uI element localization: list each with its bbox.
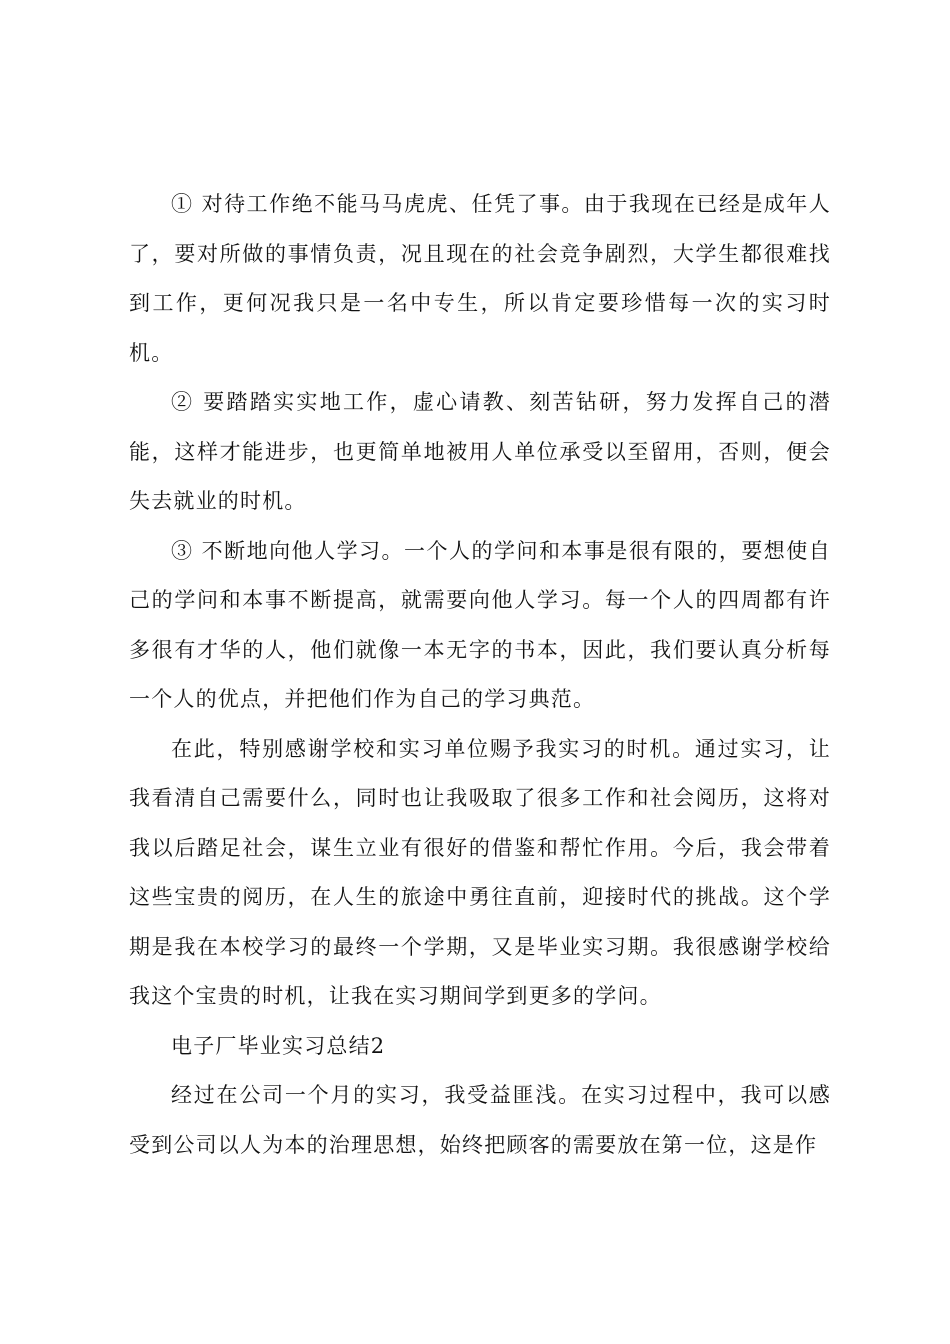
document-body — [129, 180, 831, 1170]
paragraph-section-2-intro: 经过在公司一个月的实习，我受益匪浅。在实习过程中，我可以感受到公司以人为本的治理思想，始终把顾客的需要放在第一位，这是作 — [129, 1083, 831, 1157]
paragraph-point-1: ① 对待工作绝不能马马虎虎、任凭了事。由于我现在已经是成年人了，要对所做的事情负责，况且现在的社会竞争剧烈，大学生都很难找到工作，更何况我只是一名中专生，所以肯定要珍惜每一次的实习时机。 — [129, 192, 831, 365]
section-title: 电子厂毕业实习总结2 — [171, 1033, 386, 1058]
paragraph-point-2: ② 要踏踏实实地工作，虚心请教、刻苦钻研，努力发挥自己的潜能，这样才能进步，也更简单地被用人单位承受以至留用，否则，便会失去就业的时机。 — [129, 390, 831, 513]
paragraph-point-3: ③ 不断地向他人学习。一个人的学问和本事是很有限的，要想使自己的学问和本事不断提高，就需要向他人学习。每一个人的四周都有许多很有才华的人，他们就像一本无字的书本，因此，我们要认真分析每一个人的优点，并把他们作为自己的学习典范。 — [129, 538, 831, 711]
paragraph-thanks: 在此，特别感谢学校和实习单位赐予我实习的时机。通过实习，让我看清自己需要什么，同时也让我吸取了很多工作和社会阅历，这将对我以后踏足社会，谋生立业有很好的借鉴和帮忙作用。今后，我会带着这些宝贵的阅历，在人生的旅途中勇往直前，迎接时代的挑战。这个学期是我在本校学习的最终一个学期，又是毕业实习期。我很感谢学校给我这个宝贵的时机，让我在实习期间学到更多的学问。 — [129, 736, 831, 1008]
